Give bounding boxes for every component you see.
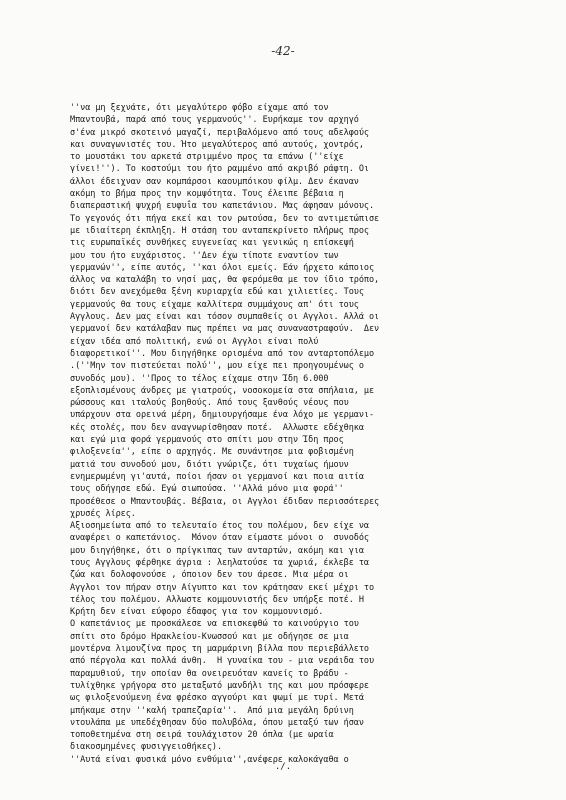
text-line: Κρήτη δεν είναι εύφορο έδαφος για τον κομμουνισμό.: [70, 607, 324, 618]
text-line: μπήκαμε στην ''καλή τραπεζαρία''. Από μια μεγάλη δρύινη: [70, 705, 354, 716]
text-line: Αγγλους. Δεν μας είναι και τόσον συμπαθείς οι Αγγλοι. Αλλά οι: [70, 312, 380, 323]
text-line: υπάρχουν στα ορεινά μέρη, δημιουργήσαμε ένα λόχο με γερμανι-: [70, 410, 375, 421]
text-line: διότι δεν ανεχόμεθα ξένη κυριαρχία εδώ και χιλιετίες. Τους: [70, 287, 364, 298]
text-line: μου διηγήθηκε, ότι ο πρίγκιπας των ανταρτών, ακόμη και για: [70, 545, 364, 556]
text-line: διαφορετικοί''. Μου διηγήθηκε ορισμένα από τον ανταρτοπόλεμο: [70, 348, 375, 359]
text-line: είχαν ιδέα από πολιτική, ενώ οι Αγγλοι είναι πολύ: [70, 336, 319, 347]
text-line: τους οδήγησε εδώ. Εγώ σιωπούσα. ''Αλλά μόνο μια φορά'': [70, 484, 344, 495]
text-line: μοντέρνα λιμουζίνα προς τη μαρμάρινη βίλλα που περιεβάλλετο: [70, 644, 369, 655]
text-line: και εγώ μια φορά γερμανούς στο σπίτι μου στην Ίδη προς: [70, 435, 344, 446]
text-line: Το γεγονός ότι πήγα εκεί και τον ρωτούσα, δεν το αντιμετώπισε: [70, 213, 380, 224]
text-line: τους Αγγλους φέρθηκε άγρια : λεηλατούσε τα χωριά, έκλεβε τα: [70, 557, 369, 568]
text-line: προσέθεσε ο Μπαντουβάς. Βέβαια, οι Αγγλοι έδιδαν περισσότερες: [70, 496, 380, 507]
text-line: παραμυθιού, την οποίαν θα ονειρευόταν κανείς το βράδυ -: [70, 668, 349, 679]
text-line: γερμανούς θα τους είχαμε καλλίτερα συμμάχους απ' ότι τους: [70, 299, 359, 310]
text-line: Μπαντουβά, παρά από τους γερμανούς''. Ευρήκαμε τον αρχηγό: [70, 115, 359, 126]
text-line: ενημερωμένη γι'αυτά, ποίοι ήσαν οι γερμανοί και ποια αιτία: [70, 471, 364, 482]
text-line: ''Αυτά είναι φυσικά μόνο ενθύμια'',ανέφερε καλοκάγαθα ο: [70, 754, 349, 765]
text-line: γερμανών'', είπε αυτός, ''και όλοι εμείς. Εάν ήρχετο κάποιος: [70, 262, 375, 273]
text-line: εξοπλισμένους άνδρες με γιατρούς, νοσοκομεία στα σπήλαια, με: [70, 385, 375, 396]
text-line: μου του ήτο ευχάριστος. ''Δεν έχω τίποτε εναντίον των: [70, 250, 339, 261]
text-line: ρώσσους και ιταλούς βοηθούς. Από τους ξανθούς νέους που: [70, 398, 349, 409]
text-line: διακοσμημένες φυσιγγειοθήκες).: [70, 742, 223, 753]
text-line: Αγγλοι τον πήραν στην Αίγυπτο και τον κράτησαν εκεί μέχρι το: [70, 582, 375, 593]
text-line: Αξιοσημείωτα από το τελευταίο έτος του πολέμου, δεν είχε να: [70, 521, 369, 532]
text-line: .(''Μην τον πιστεύεται πολύ'', μου είχε πει προηγουμένως ο: [70, 361, 364, 372]
text-line: κές στολές, που δεν αναγνωρίσθησαν ποτέ. Αλλωστε εδέχθηκα: [70, 422, 364, 433]
text-line: γίνει!''). Το κοστούμι του ήτο ραμμένο από ακριβό ράφτη. Οι: [70, 164, 369, 175]
text-line: άλλοι έδειχναν σαν κομπάρσοι καουμπόικου φίλμ. Δεν έκαναν: [70, 176, 359, 187]
text-line: ''να μη ξεχνάτε, ότι μεγαλύτερο φόβο είχαμε από τον: [70, 103, 329, 113]
text-line: σπίτι στο δρόμο Ηρακλείου-Κνωσσού και με οδήγησε σε μια: [70, 631, 349, 642]
text-line: τοποθετημένα στη σειρά τουλάχιστον 20 όπλα (με ωραία: [70, 730, 334, 741]
text-line: ματιά του συνοδού μου, διότι γνώριζε, ότι τυχαίως ήμουν: [70, 459, 349, 470]
text-line: τις ευρωπαϊκές συνθήκες ευγενείας και γενικώς η επίσκεψή: [70, 238, 354, 249]
text-line: χρυσές λίρες.: [70, 508, 136, 519]
text-line: και συναγωνιστές του. Ήτο μεγαλύτερος από αυτούς, χοντρός,: [70, 139, 364, 150]
text-line: από πέργολα και πολλά άνθη. Η γυναίκα του - μια νεράιδα του: [70, 656, 375, 667]
text-line: γερμανοί δεν κατάλαβαν πως πρέπει να μας συναναστραφούν. Δεν: [70, 324, 380, 335]
text-line: τέλος του πολέμου. Αλλωστε κομμουνιστής δεν υπήρξε ποτέ. Η: [70, 594, 364, 605]
text-line: φιλοξενεία'', είπε ο αρχηγός. Με συνάντησε μια φοβισμένη: [70, 447, 354, 458]
text-line: σ'ένα μικρό σκοτεινό μαγαζί, περιβαλόμενο από τους αδελφούς: [70, 127, 369, 138]
text-line: ντουλάπα με υπεδέχθησαν δύο πολυβόλα, όπου μεταξύ των ήσαν: [70, 717, 364, 728]
text-line: Ο καπετάνιος με προσκάλεσε να επισκεφθώ το καινούργιο του: [70, 619, 359, 630]
body-text: [70, 102, 516, 766]
text-line: διαπεραστική ψυχρή ευφυΐα του καπετάνιου. Μας άφησαν μόνους.: [70, 201, 375, 212]
continuation-mark: ./.: [274, 762, 292, 772]
text-line: αναφέρει ο καπετάνιος. Μόνον όταν είμαστε μόνοι ο συνοδός: [70, 533, 369, 544]
text-line: συνοδός μου). ''Προς το τέλος είχαμε στην Ίδη 6.000: [70, 373, 329, 384]
text-line: ως φιλοξενούμενη ένα φρέσκο αγγούρι και ψωμί με τυρί. Μετά: [70, 693, 364, 704]
text-line: άλλος να καταλάβη το νησί μας, θα φερόμεθα με τον ίδιο τρόπο,: [70, 275, 380, 286]
text-line: ζώα και δολοφονούσε , όποιον δεν του άρεσε. Μια μέρα οι: [70, 570, 349, 581]
text-line: με ιδιαίτερη έκπληξη. Η στάση του ανταπεκρίνετο πλήρως προς: [70, 225, 369, 236]
text-line: το μουστάκι του αρκετά στριμμένο προς τα επάνω (''είχε: [70, 152, 344, 163]
text-line: τυλίχθηκε γρήγορα στο μεταξωτό μανδήλι της και μου πρόσφερε: [70, 680, 369, 691]
page-number: -42-: [271, 44, 295, 58]
text-line: ακόμη το βήμα προς την κομψότητα. Τους έλειπε βέβαια η: [70, 189, 344, 200]
